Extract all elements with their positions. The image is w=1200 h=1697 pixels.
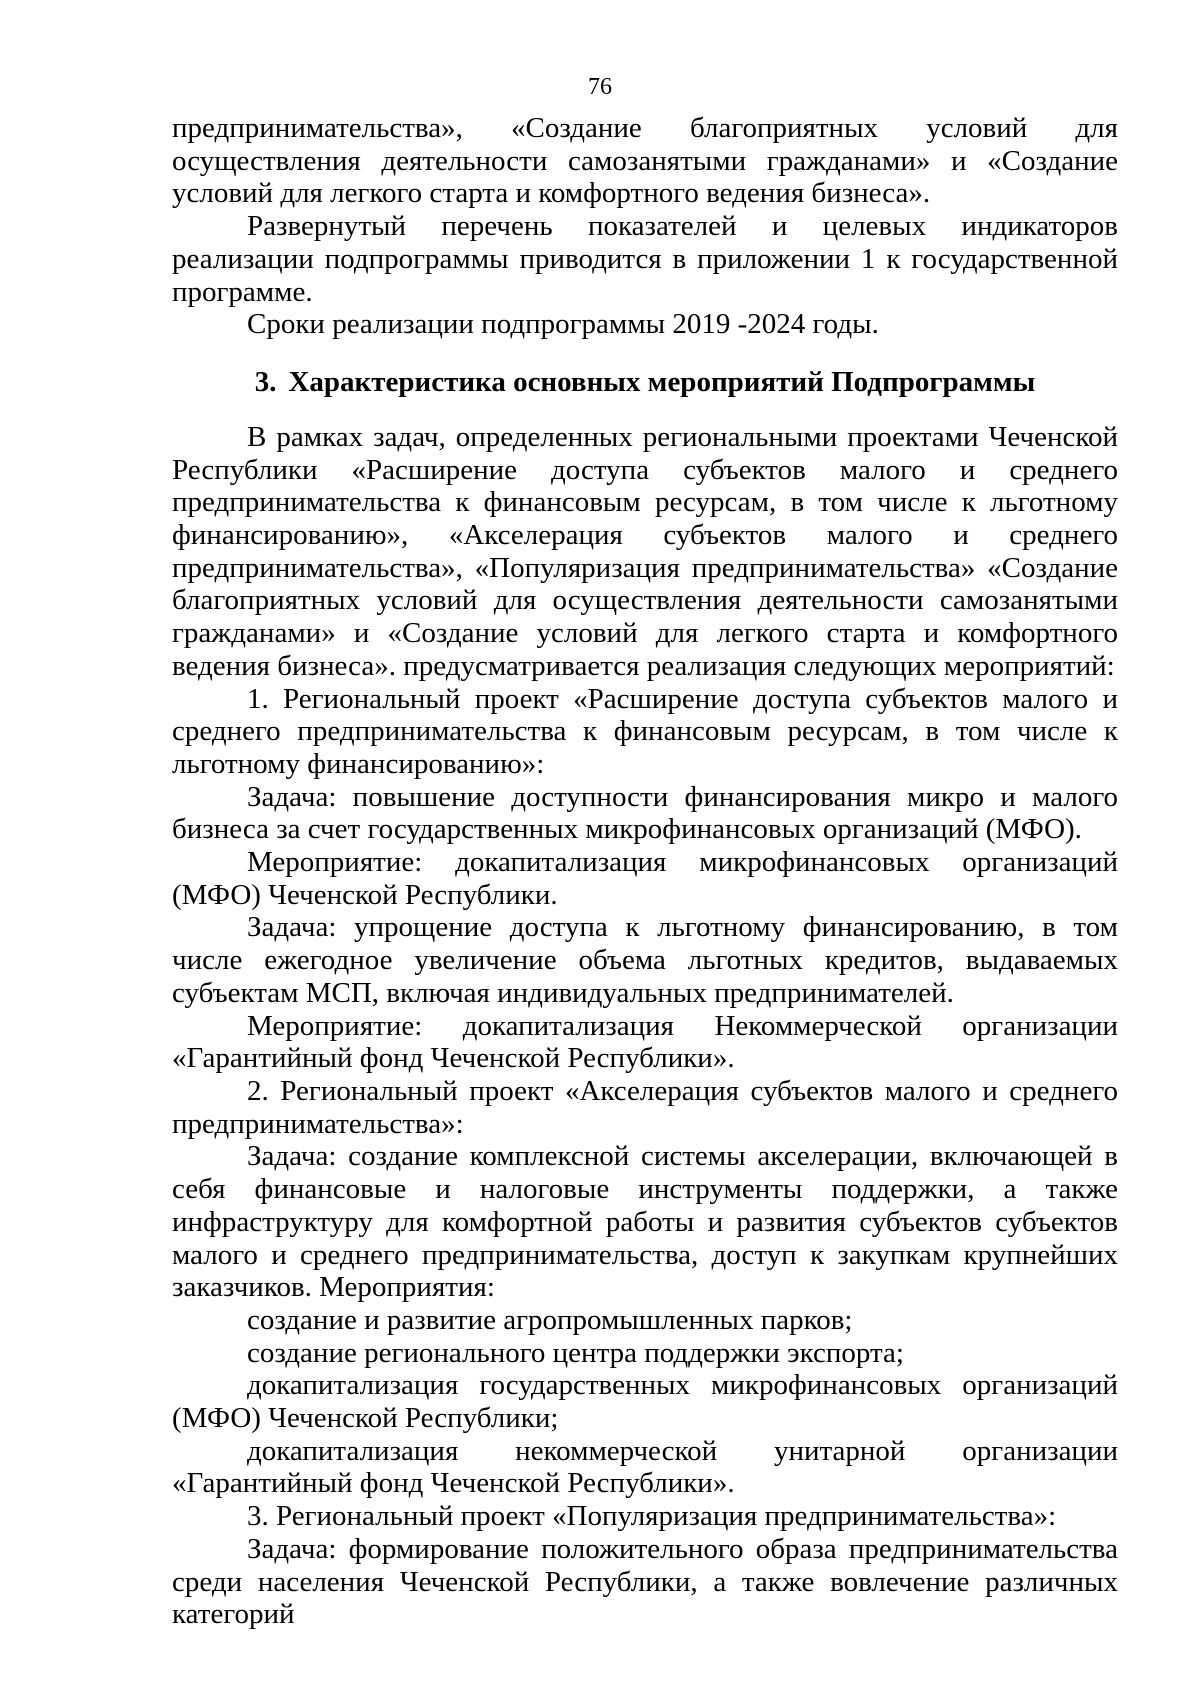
- paragraph: 3. Региональный проект «Популяризация предпринимательства»:: [247, 1500, 1057, 1533]
- paragraph: 2. Региональный проект «Акселерация субъектов малого и среднего предпринимательства»:: [172, 1074, 1118, 1140]
- paragraph: 1. Региональный проект «Расширение доступа субъектов малого и среднего предпринимательства к финансовым ресурсам, в том числе к льготному финансированию»:: [172, 682, 1118, 780]
- paragraph: Развернутый перечень показателей и целевых индикаторов реализации подпрограммы приводится в приложении 1 к государственной программе.: [172, 210, 1118, 308]
- list-item: докапитализация государственных микрофинансовых организаций (МФО) Чеченской Республики;: [172, 1369, 1118, 1435]
- list-item: создание и развитие агропромышленных парков;: [247, 1303, 853, 1336]
- section-number: 3.: [254, 365, 277, 398]
- paragraph: Мероприятие: докапитализация Некоммерческой организации «Гарантийный фонд Чеченской Республики».: [172, 1009, 1118, 1075]
- paragraph: Задача: формирование положительного образа предпринимательства среди населения Чеченской Республики, а также вовлечение различных категорий: [172, 1532, 1118, 1631]
- list-item: докапитализация некоммерческой унитарной организации «Гарантийный фонд Чеченской Республики».: [172, 1434, 1118, 1500]
- list-item: создание регионального центра поддержки экспорта;: [247, 1336, 904, 1369]
- paragraph: предпринимательства», «Создание благоприятных условий для осуществления деятельности самозанятыми гражданами» и «Создание условий для легкого старта и комфортного ведения бизнеса».: [172, 112, 1118, 210]
- document-body: [172, 112, 1118, 1631]
- paragraph: Задача: создание комплексной системы акселерации, включающей в себя финансовые и налоговые инструменты поддержки, а также инфраструктуру для комфортной работы и развития субъектов субъектов малого и среднего предпринимательства, доступ к закупкам крупнейших заказчиков. Мероприятия:: [172, 1140, 1118, 1304]
- section-heading: [172, 365, 1118, 399]
- paragraph: Задача: повышение доступности финансирования микро и малого бизнеса за счет государственных микрофинансовых организаций (МФО).: [172, 780, 1118, 846]
- paragraph: В рамках задач, определенных региональными проектами Чеченской Республики «Расширение доступа субъектов малого и среднего предпринимательства к финансовым ресурсам, в том числе к льготному финансированию», «Акселерация субъектов малого и среднего предпринимательства», «Популяризация предпринимательства» «Создание благоприятных условий для осуществления деятельности самозанятыми гражданами» и «Создание условий для легкого старта и комфортного ведения бизнеса». предусматривается реализация следующих мероприятий:: [172, 420, 1118, 682]
- page-number: 76: [588, 74, 612, 100]
- paragraph: Задача: упрощение доступа к льготному финансированию, в том числе ежегодное увеличение объема льготных кредитов, выдаваемых субъектам МСП, включая индивидуальных предпринимателей.: [172, 911, 1118, 1009]
- paragraph: Мероприятие: докапитализация микрофинансовых организаций (МФО) Чеченской Республики.: [172, 846, 1118, 911]
- paragraph: Сроки реализации подпрограммы 2019 -2024 годы.: [247, 308, 879, 341]
- section-title: Характеристика основных мероприятий Подпрограммы: [288, 365, 1036, 398]
